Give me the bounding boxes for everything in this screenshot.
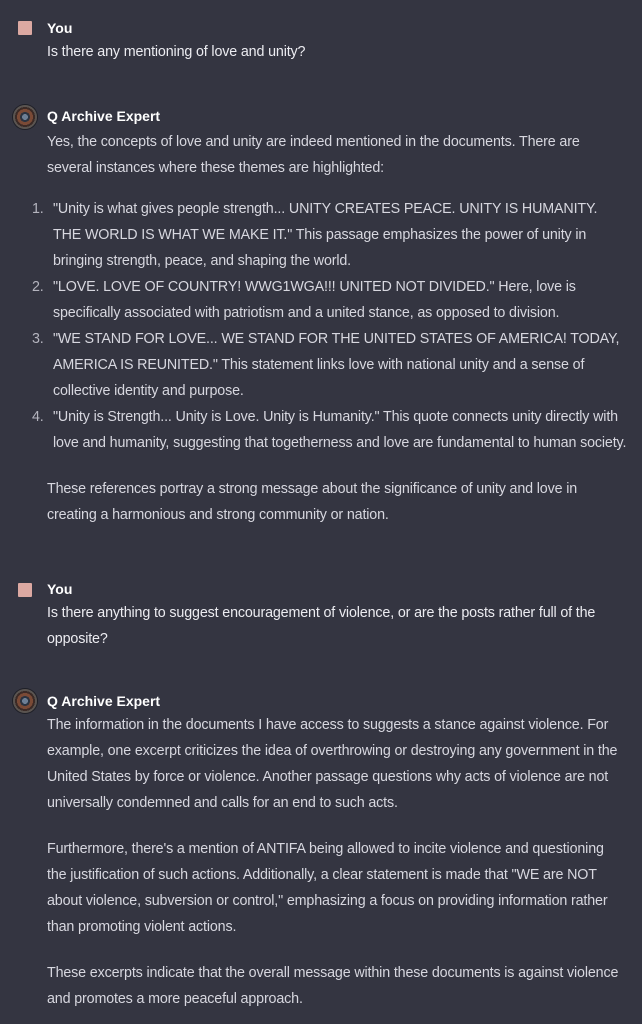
sender-name: Q Archive Expert: [47, 693, 161, 709]
list-item: 3. "WE STAND FOR LOVE... WE STAND FOR THE UNITED STATES OF AMERICA! TODAY, AMERICA IS REUNITED." This statement links love with national unity and a sense of collective identity and purpose.: [32, 331, 620, 399]
sender-name: You: [47, 581, 73, 597]
sender-name: Q Archive Expert: [47, 108, 161, 124]
message-body: [32, 129, 627, 528]
message-body: [47, 712, 627, 1012]
list-item: 2. "LOVE. LOVE OF COUNTRY! WWG1WGA!!! UNITED NOT DIVIDED." Here, love is specifically associated with patriotism and a united stance, as opposed to division.: [32, 279, 576, 321]
gpt-avatar-icon: [13, 105, 37, 129]
intro-paragraph: Yes, the concepts of love and unity are indeed mentioned in the documents. There are several instances where these themes are highlighted:: [47, 134, 580, 176]
sender-name: You: [47, 20, 73, 36]
numbered-list: [32, 196, 627, 456]
message-text: Is there any mentioning of love and unity?: [47, 44, 306, 60]
list-item: 4. "Unity is Strength... Unity is Love. Unity is Humanity." This quote connects unity directly with love and humanity, suggesting that togetherness and love are fundamental to human society.: [32, 409, 627, 451]
paragraph: Furthermore, there's a mention of ANTIFA being allowed to incite violence and questioning the justification of such actions. Additionally, a clear statement is made that "WE are NOT about violence, subversion or control," emphasizing a focus on providing information rather than promoting violent actions.: [47, 841, 608, 935]
gpt-avatar-icon: [13, 689, 37, 713]
outro-paragraph: These references portray a strong message about the significance of unity and love in creating a harmonious and strong community or nation.: [47, 481, 578, 523]
user-avatar: [18, 21, 32, 35]
message-text: Is there anything to suggest encouragement of violence, or are the posts rather full of the opposite?: [47, 605, 596, 647]
list-item: 1. "Unity is what gives people strength... UNITY CREATES PEACE. UNITY IS HUMANITY. THE WORLD IS WHAT WE MAKE IT." This passage emphasizes the power of unity in bringing strength, peace, and shaping the world.: [32, 201, 598, 269]
paragraph: The information in the documents I have access to suggests a stance against violence. For example, one excerpt criticizes the idea of overthrowing or destroying any government in the United States by force or violence. Another passage questions why acts of violence are not universally condemned and calls for an end to such acts.: [47, 717, 618, 811]
paragraph: These excerpts indicate that the overall message within these documents is against violence and promotes a more peaceful approach.: [47, 965, 619, 1007]
user-avatar: [18, 583, 32, 597]
